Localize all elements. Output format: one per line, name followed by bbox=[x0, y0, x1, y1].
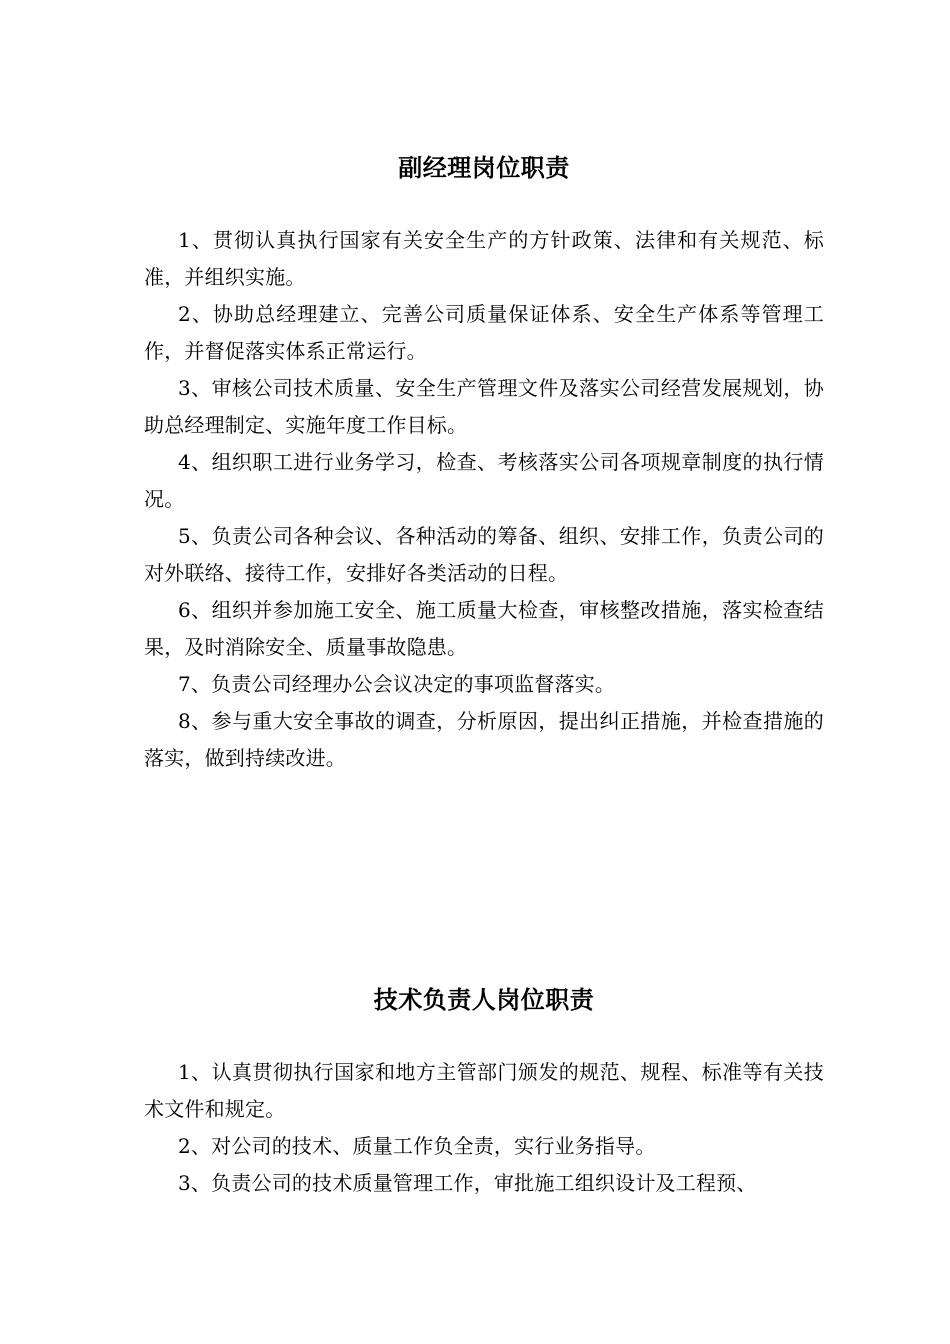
duty-item: 1、贯彻认真执行国家有关安全生产的方针政策、法律和有关规范、标准，并组织实施。 bbox=[144, 228, 824, 289]
duty-item: 8、参与重大安全事故的调查，分析原因，提出纠正措施，并检查措施的落实，做到持续改进。 bbox=[144, 709, 824, 770]
duty-item: 5、负责公司各种会议、各种活动的筹备、组织、安排工作，负责公司的对外联络、接待工作，安排好各类活动的日程。 bbox=[144, 524, 824, 585]
duty-item: 4、组织职工进行业务学习，检查、考核落实公司各项规章制度的执行情况。 bbox=[144, 450, 824, 511]
duty-item: 2、协助总经理建立、完善公司质量保证体系、安全生产体系等管理工作，并督促落实体系正常运行。 bbox=[144, 302, 824, 363]
technical-lead-duties-section bbox=[144, 982, 824, 1202]
section-title: 副经理岗位职责 bbox=[398, 153, 570, 182]
duty-item: 6、组织并参加施工安全、施工质量大检查，审核整改措施，落实检查结果，及时消除安全、质量事故隐患。 bbox=[144, 598, 824, 659]
duty-item: 3、审核公司技术质量、安全生产管理文件及落实公司经营发展规划，协助总经理制定、实施年度工作目标。 bbox=[144, 376, 824, 437]
duty-item: 7、负责公司经理办公会议决定的事项监督落实。 bbox=[178, 672, 616, 696]
duty-item: 2、对公司的技术、质量工作负全责，实行业务指导。 bbox=[178, 1134, 656, 1158]
duty-item: 3、负责公司的技术质量管理工作，审批施工组织设计及工程预、 bbox=[178, 1171, 757, 1195]
section-title: 技术负责人岗位职责 bbox=[373, 985, 595, 1014]
deputy-manager-duties-section bbox=[144, 150, 824, 777]
duty-item: 1、认真贯彻执行国家和地方主管部门颁发的规范、规程、标准等有关技术文件和规定。 bbox=[144, 1060, 824, 1121]
duties-list bbox=[144, 222, 824, 777]
duties-list bbox=[144, 1054, 824, 1202]
